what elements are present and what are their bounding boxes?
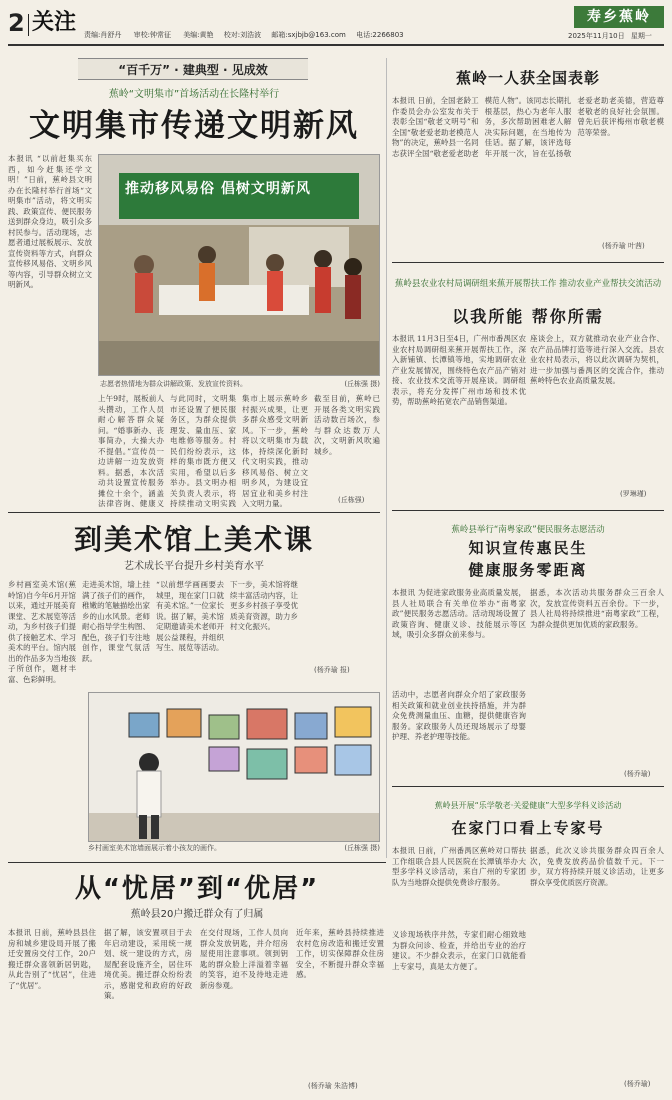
right-health-kicker: 蕉岭县举行“南粤家政”便民服务志愿活动 (451, 525, 605, 535)
right-health-headline-1: 知识宣传惠民生 (468, 539, 588, 557)
right-bottom-story (392, 790, 664, 1096)
right-bottom-kicker: 蕉岭县开展“乐学敬老·关爱健康”大型多学科义诊活动 (434, 801, 622, 810)
right-health-body-3: 据悉，本次活动共服务群众三百余人次，发放宣传资料五百余份。下一步，县人社局将持续推进“南粤家政”工程，为群众提供更加优质的家政服务。 (530, 588, 664, 629)
feature-headline: 文明集市传递文明新风 (29, 108, 359, 144)
email: 邮箱:sxjbjb@163.com (271, 31, 346, 39)
art-col-2: 走进美术馆，墙上挂满了孩子们的画作，稚嫩的笔触描绘出家乡的山水风景。老师耐心指导学生构图、配色，孩子们专注地创作，课堂气氛活跃。 (82, 580, 150, 663)
right-mid-headline: 以我所能 帮你所需 (452, 307, 604, 326)
right-mid-story (392, 266, 664, 506)
right-mid-body-2: 座谈会上，双方就推动农业产业合作、农产品品牌打造等进行深入交流。县农业农村局表示，将以此次调研为契机，进一步加强与番禺区的交流合作，推动蕉岭特色农业高质量发展。 (530, 334, 664, 385)
right-health-headline-2: 健康服务零距离 (468, 561, 588, 579)
art-col-3: “以前想学画画要去城里，现在家门口就有美术馆。”一位家长说。据了解，美术馆定期邀请美术老师开展公益课程，并组织写生、展览等活动。 (156, 580, 224, 652)
right-bottom-body-2: 义诊现场秩序井然，专家们耐心细致地为群众问诊、检查，并给出专业的治疗建议。不少群众表示，在家门口就能看上专家号，真是太方便了。 (392, 930, 526, 971)
right-mid-byline: (罗琳瑾) (620, 490, 647, 498)
right-health-body-1: 本报讯 为促进家政服务业高质量发展，县人社局联合有关单位举办“南粤家政”便民服务志愿活动。活动现场设置了政策咨询、健康义诊、技能展示等区域，吸引众多群众前来参与。 (392, 588, 526, 639)
right-top-headline: 蕉岭一人获全国表彰 (455, 69, 600, 87)
bottom-col-4: 近年来，蕉岭县持续推进农村危房改造和搬迁安置工作，切实保障群众住房安全，不断提升群众幸福感。 (296, 928, 384, 979)
bottom-subhead: 蕉岭县20户搬迁群众有了归属 (130, 909, 264, 920)
editor: 责编:肖舒丹 (84, 31, 122, 39)
divider-right-2 (392, 510, 664, 511)
divider-right-1 (392, 262, 664, 263)
masthead-rule (8, 44, 664, 46)
right-bottom-byline: (杨乔瑜) (624, 1080, 651, 1088)
right-top-byline: (杨乔瑜 叶茜) (602, 242, 645, 250)
masthead (8, 6, 664, 50)
right-top-body: 本报讯 日前，全国老龄工作委员会办公室发布关于表彰全国“敬老文明号”和全国“敬老爱老助老模范人物”的决定，蕉岭县一名同志获评全国“敬老爱老助老模范人物”。该同志长期扎根基层，热心为老年人服务，多次帮助困难老人解决实际问题，在当地传为佳话。据了解，该评选每年开展一次，旨在弘扬敬老爱老助老美德，营造尊老敬老的良好社会氛围。曾先后获评梅州市敬老模范等荣誉。 (392, 96, 664, 158)
art-photo-scene (89, 693, 380, 842)
feature-photo-caption: 志愿者热情地为群众讲解政策、发放宣传资料。 (丘栋强 摄) (100, 380, 380, 388)
designer: 审校:钟常征 (133, 31, 171, 39)
right-top-story (392, 58, 664, 256)
feature-top (8, 58, 380, 510)
proofreader: 美编:黄艳 (183, 31, 214, 39)
date: 2025年11月10日 (568, 32, 625, 40)
bottom-byline: (杨乔瑜 朱浩博) (308, 1082, 358, 1090)
phone: 电话:2266803 (356, 31, 404, 39)
feature-kicker: “百千万” · 建典型 · 见成效 (118, 63, 268, 77)
art-subhead: 艺术成长平台提升乡村美育水平 (124, 561, 264, 572)
right-mid-kicker: 蕉岭县农业农村局调研组来蕉开展帮扶工作 推动农业产业帮扶交流活动 (394, 279, 662, 289)
feature-photo-banner-text: 推动移风易俗 倡树文明新风 (125, 181, 311, 197)
section-title: 关注 (32, 10, 77, 35)
art-photo (88, 692, 380, 842)
feature-photo-credit: (丘栋强 摄) (344, 380, 380, 388)
copy-editor: 校对:刘浩波 (223, 31, 262, 39)
page-number: 2 (8, 9, 25, 37)
feature-byline: (丘栋强) (338, 496, 365, 504)
issue-date (568, 31, 668, 41)
right-health-story (392, 514, 664, 782)
feature-kicker-banner (78, 58, 308, 80)
art-headline: 到美术馆上美术课 (73, 523, 314, 556)
divider-right-3 (392, 786, 664, 787)
art-col-1: 乡村画室美术馆(蕉岭馆)自今年6月开馆以来，通过开展美育课堂、艺术展览等活动，为乡村孩子们提供了接触艺术、学习美术的平台。馆内展出的作品多为当地孩子所创作，题材丰富、色彩鲜明。 (8, 580, 76, 684)
page-number-rule (28, 14, 29, 36)
feature-col-5: 截至目前，蕉岭已开展各类文明实践活动数百场次，参与群众达数万人次，文明新风吹遍城乡。 (314, 394, 380, 456)
right-bottom-headline: 在家门口看上专家号 (451, 819, 605, 837)
bottom-story (8, 866, 386, 1096)
right-bottom-body-1: 本报讯 日前，广州番禺区蕉岭对口帮扶工作组联合县人民医院在长潭镇举办大型多学科义诊活动，来自广州的专家团队为当地群众提供免费诊疗服务。 (392, 846, 526, 887)
art-photo-credit: (丘栋强 摄) (344, 844, 380, 852)
feature-col-3: 与此同时，文明集市还设置了便民服务区，为群众提供理发、量血压、家电维修等服务。村民们纷纷表示，这样的集市既方便又实用，希望以后多举办。县文明办相关负责人表示，将持续推动文明实践 (170, 394, 236, 508)
feature-col-4: 集市上展示蕉岭乡村振兴成果，让更多群众感受文明新风。下一步，蕉岭将以文明集市为载体，持续深化新时代文明实践，推动移风易俗、树立文明乡风，为建设宜居宜业和美乡村注入文明力量。 (242, 394, 308, 508)
feature-photo (98, 154, 380, 376)
divider-left-1 (8, 512, 380, 513)
feature-col-1: 本报讯 “以前赶集买东西，如今赶集还学文明！”日前，蕉岭县文明办在长隆村举行首场“文明集市”活动，将文明实践、政策宣传、便民服务送到群众身边，吸引众多村民参与。活动现场，志愿者通过展板展示、发放宣传资料等方式，向群众宣传移风易俗、文明乡风等内容，引导群众树立文明新风。 (8, 154, 92, 289)
feature-art (8, 516, 380, 856)
right-health-byline: (杨乔瑜) (624, 770, 651, 778)
right-bottom-body-3: 据悉，此次义诊共服务群众四百余人次，免费发放药品价值数千元。下一步，双方将持续开展义诊活动，让更多群众享受优质医疗资源。 (530, 846, 664, 887)
art-photo-caption: 乡村画室美术馆墙面展示着小孩友的画作。 (丘栋强 摄) (88, 844, 380, 852)
divider-left-2 (8, 862, 386, 863)
feature-subhead: 蕉岭“文明集市”首场活动在长隆村举行 (108, 89, 280, 100)
bottom-col-2: 据了解，该安置项目于去年启动建设，采用统一规划、统一建设的方式，房屋配套设施齐全，居住环境优美。搬迁群众纷纷表示，感谢党和政府的好政策。 (104, 928, 192, 1000)
art-col-4: 下一步，美术馆将继续丰富活动内容，让更多乡村孩子享受优质美育资源，助力乡村文化振兴。 (230, 580, 298, 631)
paper-logo: 寿乡蕉岭 (574, 6, 664, 28)
bottom-col-3: 在交付现场，工作人员向群众发放钥匙，并介绍房屋使用注意事项。领到钥匙的群众脸上洋溢着幸福的笑容，迫不及待地走进新房参观。 (200, 928, 288, 990)
right-mid-body-1: 本报讯 11月3日至4日，广州市番禺区农业农村局调研组来蕉开展帮扶工作，深入新铺镇、长潭镇等地，实地调研农业产业发展情况，围绕特色农产品产销对接、农业技术交流等开展座谈。调研组表示，将充分发挥广州市场和技术优势，帮助蕉岭拓宽农产品销售渠道。 (392, 334, 526, 406)
bottom-headline: 从“忧居”到“优居” (74, 874, 320, 904)
right-health-body-2: 活动中，志愿者向群众介绍了家政服务相关政策和就业创业扶持措施，并为群众免费测量血压、血糖，提供健康咨询服务。家政服务人员还现场展示了母婴护理、养老护理等技能。 (392, 690, 526, 741)
column-divider (386, 58, 387, 858)
feature-col-2: 上午9时，展板前人头攒动，工作人员耐心解答群众疑问。“婚事新办、丧事简办，大操大办不提倡。”宣传员一边讲解一边发放资料。据悉，本次活动共设置宣传服务摊位十余个，涵盖法律咨询、健康义 (98, 394, 164, 508)
art-byline: (杨乔瑜 报) (314, 666, 350, 674)
weekday: 星期一 (630, 32, 652, 40)
bottom-col-1: 本报讯 日前，蕉岭县县住房和城乡建设局开展了搬迁安置房交付工作，20户搬迁群众喜领新居钥匙，从此告别了“忧居”，住进了“优居”。 (8, 928, 96, 990)
masthead-meta (84, 30, 514, 40)
